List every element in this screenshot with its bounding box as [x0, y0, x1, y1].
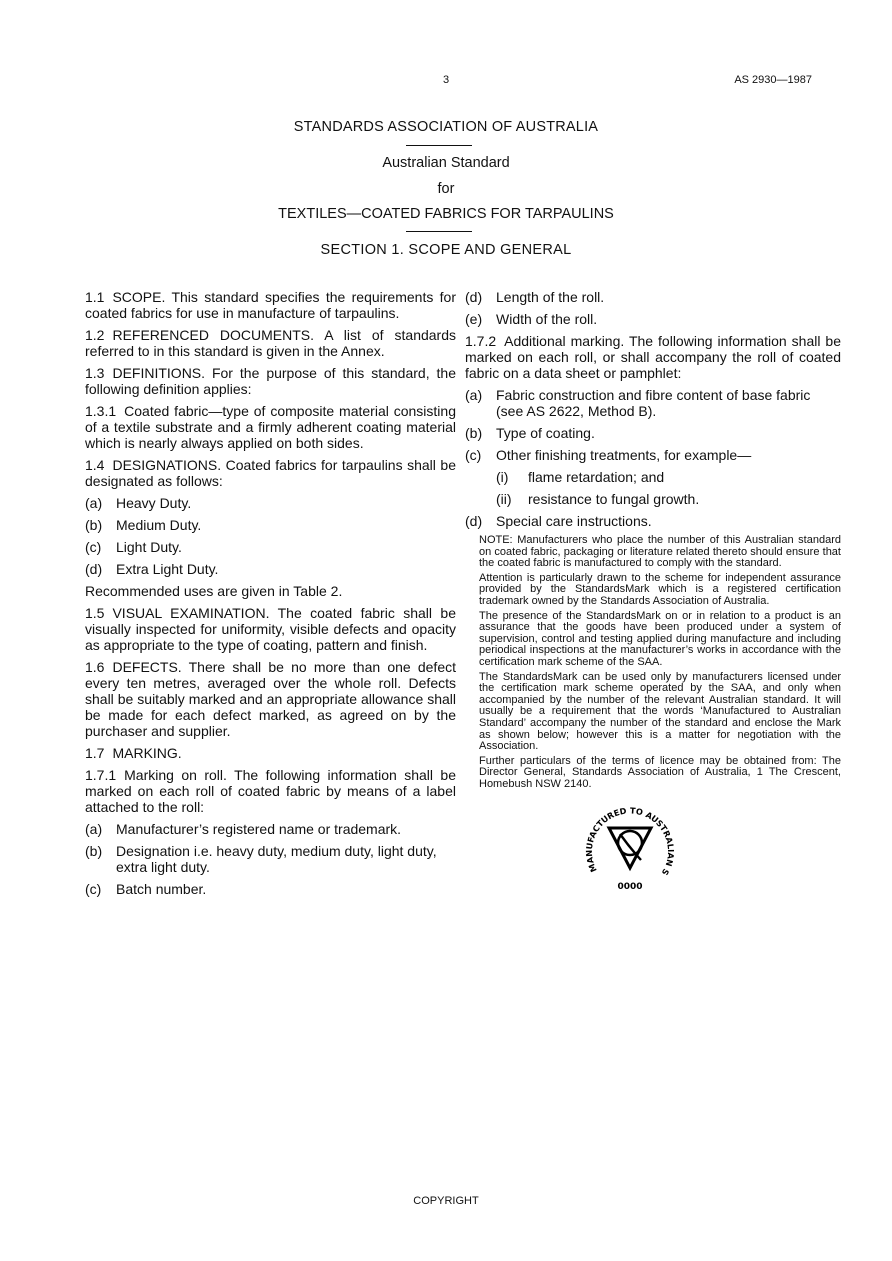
note-paragraph: The StandardsMark can be used only by manufacturers licensed under the certification mark scheme operated by the SAA, and only when accompanied by the number of the relevant Australian standard. It will usually be a requirement that the words ‘Manufactured to Australian Standard’ accompany the number of the standard and enclose the Mark as shown below; however this is a matter for negotiation with the Association. — [479, 670, 841, 753]
clause-coated-fabric: 1.3.1 Coated fabric—type of composite material consisting of a textile substrate and a firmly adherent coating material which is nearly always applied on both sides. — [85, 403, 456, 451]
standard-reference: AS 2930—1987 — [734, 74, 812, 86]
standard-type: Australian Standard — [382, 155, 510, 171]
clause-visual-examination: 1.5 VISUAL EXAMINATION. The coated fabric shall be visually inspected for uniformity, visible defects and opacity as appropriate to the type of coating, pattern and finish. — [85, 605, 456, 653]
sub-list-item: (ii) resistance to fungal growth. — [496, 491, 700, 507]
note-paragraph: NOTE: Manufacturers who place the number of this Australian standard on coated fabric, packaging or literature related thereto should ensure that the coated fabric is manufactured to comply with the standard. — [479, 534, 841, 570]
clause-defects: 1.6 DEFECTS. There shall be no more than one defect every ten metres, averaged over the whole roll. Defects shall be suitably marked and an appropriate allowance shall be made for each defect marked, as agreed on by the purchaser and supplier. — [85, 659, 456, 739]
note-paragraph: Further particulars of the terms of licence may be obtained from: The Director General, Standards Association of Australia, 1 The Crescent, Homebush NSW 2140. — [479, 754, 841, 790]
list-item: (a) Heavy Duty. — [85, 495, 192, 511]
clause-marking: 1.7 MARKING. — [85, 745, 182, 761]
divider — [406, 231, 472, 232]
clause-additional-marking: 1.7.2 Additional marking. The following information shall be marked on each roll, or shall accompany the roll of coated fabric on a data sheet or pamphlet: — [465, 333, 841, 381]
list-item: (b) Designation i.e. heavy duty, medium duty, light duty, extra light duty. — [85, 843, 437, 875]
list-item: (b) Type of coating. — [465, 425, 595, 441]
standards-mark-icon — [580, 798, 680, 898]
list-item: (c) Light Duty. — [85, 539, 182, 555]
clause-marking-on-roll: 1.7.1 Marking on roll. The following information shall be marked on each roll of coated fabric by means of a label attached to the roll: — [85, 767, 456, 815]
list-item: (d) Special care instructions. — [465, 513, 652, 529]
standards-mark-number: 0000 — [617, 882, 643, 893]
note-paragraph: The presence of the StandardsMark on or in relation to a product is an assurance that the goods have been produced under a system of supervision, control and testing applied during manufacture and including periodical inspections at the manufacturer’s works in accordance with the certification mark scheme of the SAA. — [479, 609, 841, 668]
sub-list-item: (i) flame retardation; and — [496, 469, 665, 485]
standards-mark-logo — [580, 798, 680, 898]
list-item: (a) Manufacturer’s registered name or trademark. — [85, 821, 402, 837]
clause-scope: 1.1 SCOPE. This standard specifies the requirements for coated fabrics for use in manufacture of tarpaulins. — [85, 289, 456, 321]
section-heading: SECTION 1. SCOPE AND GENERAL — [320, 242, 572, 258]
organization-heading: STANDARDS ASSOCIATION OF AUSTRALIA — [293, 119, 599, 135]
list-item: (a) Fabric construction and fibre content of base fabric (see AS 2622, Method B). — [465, 387, 811, 419]
document-title: TEXTILES—COATED FABRICS FOR TARPAULINS — [278, 206, 614, 222]
divider — [406, 145, 472, 146]
recommended-uses: Recommended uses are given in Table 2. — [85, 583, 343, 599]
list-item: (d) Length of the roll. — [465, 289, 605, 305]
list-item: (e) Width of the roll. — [465, 311, 598, 327]
right-column — [465, 289, 841, 898]
standards-mark-ring-text: MANUFACTURED TO AUSTRALIAN S — [583, 805, 677, 878]
copyright-footer: COPYRIGHT — [413, 1195, 479, 1207]
for-line: for — [437, 181, 455, 197]
list-item: (d) Extra Light Duty. — [85, 561, 219, 577]
clause-definitions: 1.3 DEFINITIONS. For the purpose of this standard, the following definition applies: — [85, 365, 456, 397]
list-item: (b) Medium Duty. — [85, 517, 202, 533]
note-block — [479, 535, 841, 790]
note-paragraph: Attention is particularly drawn to the scheme for independent assurance provided by the StandardsMark which is a registered certification trademark owned by the Standards Association of Australia. — [479, 571, 841, 607]
list-item: (c) Other finishing treatments, for example— — [465, 447, 752, 463]
page-number: 3 — [442, 74, 450, 86]
list-item: (c) Batch number. — [85, 881, 207, 897]
left-column — [85, 289, 456, 903]
clause-designations: 1.4 DESIGNATIONS. Coated fabrics for tarpaulins shall be designated as follows: — [85, 457, 456, 489]
clause-referenced-documents: 1.2 REFERENCED DOCUMENTS. A list of standards referred to in this standard is given in the Annex. — [85, 327, 456, 359]
